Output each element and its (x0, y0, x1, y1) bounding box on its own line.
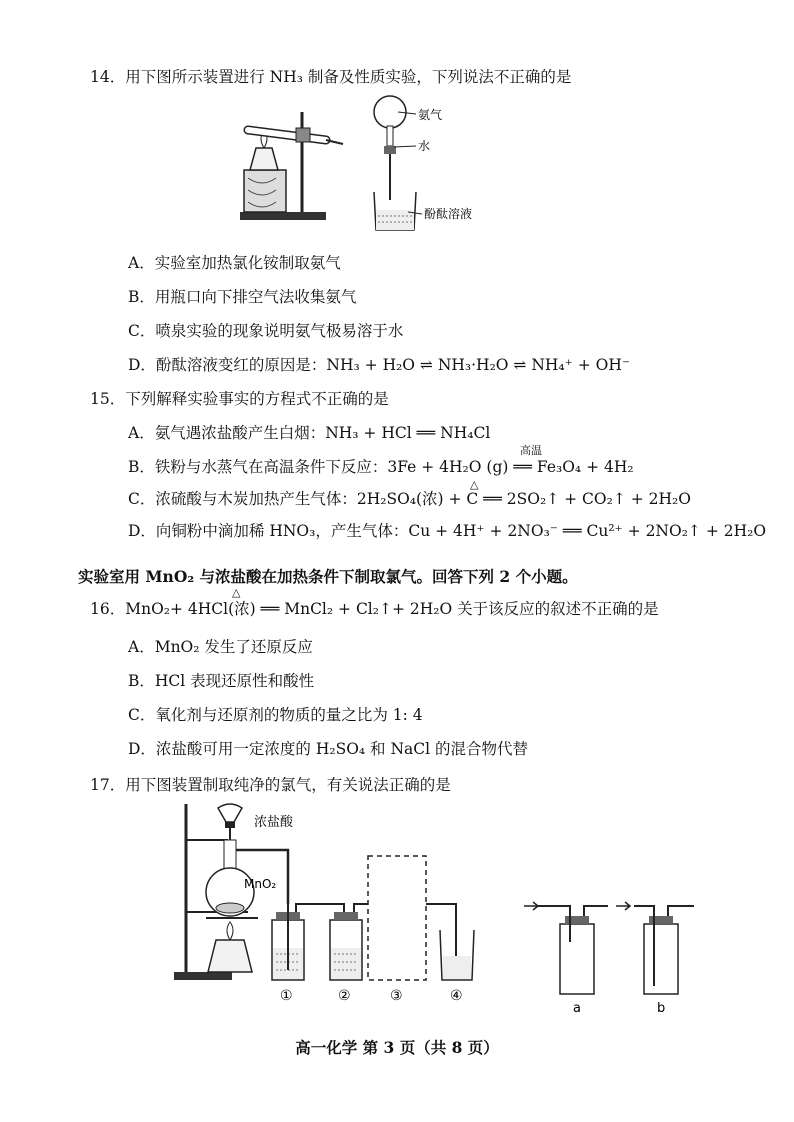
unknown-device-box (368, 856, 426, 980)
label-bottle-b: b (657, 1001, 666, 1016)
q16-stem: 16．MnO₂+ 4HCl(浓) ══ MnCl₂ + Cl₂↑+ 2H₂O 关于该反应的叙述不正确的是 (90, 600, 659, 618)
q16-option-b: B．HCl 表现还原性和酸性 (128, 672, 315, 690)
q15-stem: 15．下列解释实验事实的方程式不正确的是 (90, 390, 389, 408)
q17-stem: 17．用下图装置制取纯净的氯气，有关说法正确的是 (90, 776, 451, 794)
q15-option-b: B．铁粉与水蒸气在高温条件下反应：3Fe + 4H₂O (g) ══ Fe₃O₄ + 4H₂ (128, 458, 634, 476)
alcohol-lamp (208, 940, 252, 972)
label-device-2: ② (338, 988, 351, 1004)
label-conc-hcl: 浓盐酸 (254, 815, 294, 830)
q15-option-a: A．氨气遇浓盐酸产生白烟：NH₃ + HCl ══ NH₄Cl (128, 424, 491, 442)
label-device-3: ③ (390, 988, 403, 1004)
q14-figure (238, 92, 498, 242)
label-device-1: ① (280, 988, 293, 1004)
q14-option-b: B．用瓶口向下排空气法收集氨气 (128, 288, 357, 306)
q14-stem: 14．用下图所示装置进行 NH₃ 制备及性质实验，下列说法不正确的是 (90, 68, 572, 86)
q14-option-c: C．喷泉实验的现象说明氨气极易溶于水 (128, 322, 404, 340)
q16-condition-heat: △ (232, 586, 241, 599)
q15-condition-high-temp: 高温 (520, 444, 542, 457)
bottle-a (560, 924, 594, 994)
stand-base (174, 972, 232, 980)
q15-option-c: C．浓硫酸与木炭加热产生气体：2H₂SO₄(浓) + C ══ 2SO₂↑ + CO₂↑ + 2H₂O (128, 490, 691, 508)
label-ammonia: 氨气 (418, 108, 443, 122)
q16-option-a: A．MnO₂ 发生了还原反应 (128, 638, 313, 656)
label-mno2: MnO₂ (244, 877, 277, 891)
stand-base (240, 212, 326, 220)
page-footer: 高一化学 第 3 页（共 8 页） (295, 1038, 499, 1057)
label-water: 水 (418, 139, 431, 153)
label-device-4: ④ (450, 988, 463, 1004)
q17-figure (168, 800, 708, 1022)
q16-option-d: D．浓盐酸可用一定浓度的 H₂SO₄ 和 NaCl 的混合物代替 (128, 740, 529, 758)
q16-option-c: C．氧化剂与还原剂的物质的量之比为 1: 4 (128, 706, 423, 724)
q15-option-d: D．向铜粉中滴加稀 HNO₃，产生气体：Cu + 4H⁺ + 2NO₃⁻ ══ Cu²⁺ + 2NO₂↑ + 2H₂O (128, 522, 767, 540)
separatory-funnel (218, 804, 242, 822)
alcohol-lamp (250, 148, 278, 170)
q14-option-a: A．实验室加热氯化铵制取氨气 (128, 254, 341, 272)
label-phenolphthalein: 酚酞溶液 (424, 207, 473, 221)
label-bottle-a: a (573, 1001, 581, 1016)
bottle-b (644, 924, 678, 994)
q14-option-d: D．酚酞溶液变红的原因是：NH₃ + H₂O ⇌ NH₃·H₂O ⇌ NH₄⁺ + OH⁻ (128, 356, 631, 374)
q15-condition-heat: △ (470, 478, 479, 491)
section-intro: 实验室用 MnO₂ 与浓盐酸在加热条件下制取氯气。回答下列 2 个小题。 (78, 567, 578, 586)
